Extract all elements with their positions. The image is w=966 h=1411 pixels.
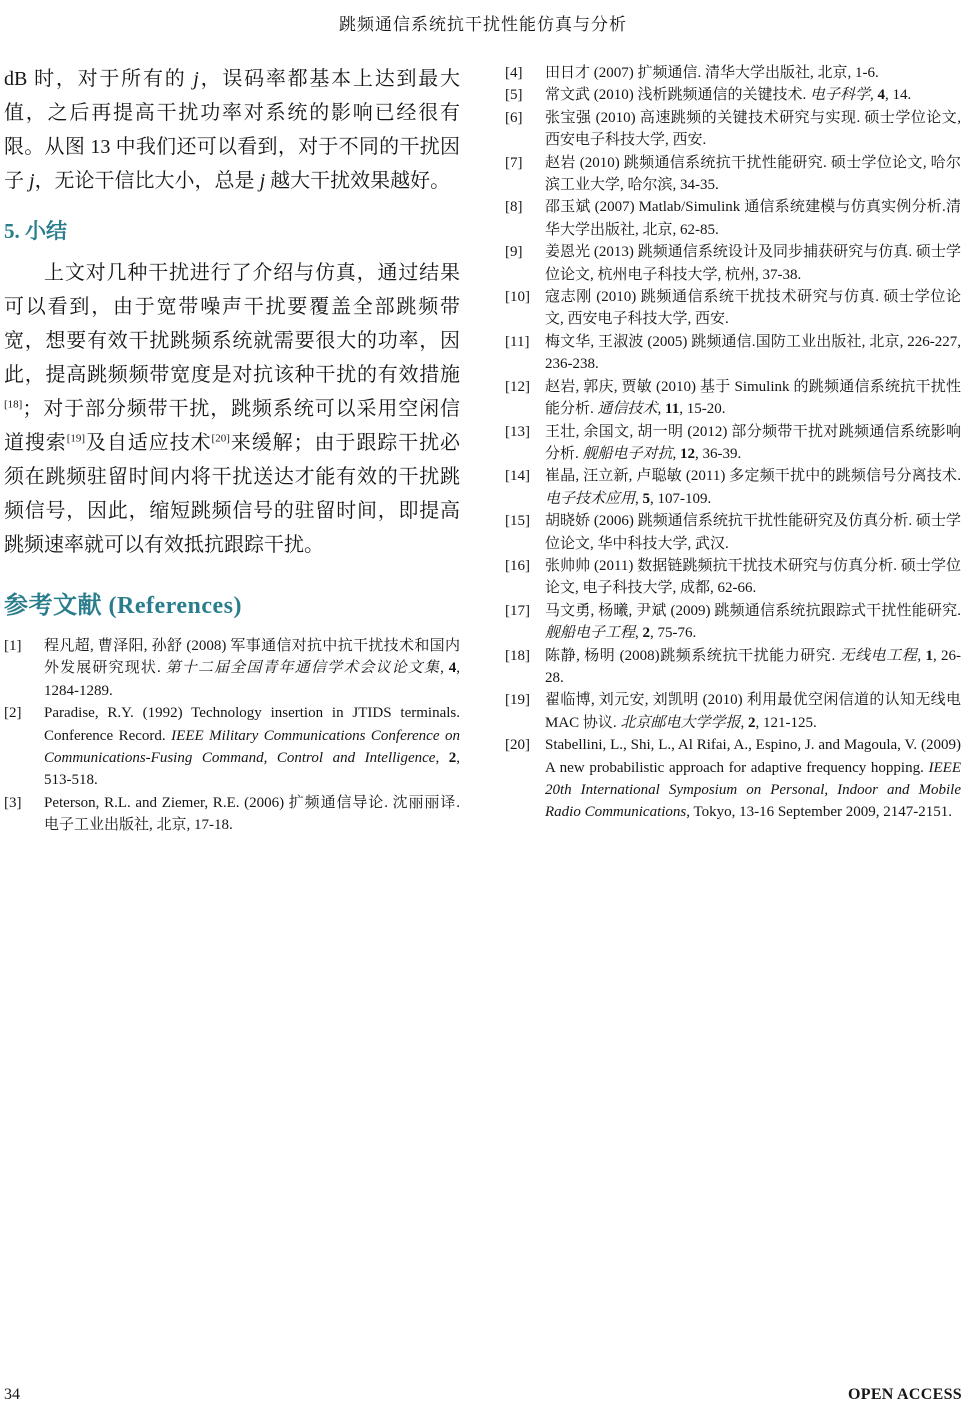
reference-text: 赵岩 (2010) 跳频通信系统抗干扰性能研究. 硕士学位论文, 哈尔滨工业大学, 哈尔滨, 34-35.: [545, 154, 961, 194]
reference-label: [2]: [4, 705, 22, 722]
reference-text: 张宝强 (2010) 高速跳频的关键技术研究与实现. 硕士学位论文, 西安电子科技大学, 西安.: [545, 109, 961, 149]
reference-label: [6]: [505, 109, 523, 126]
reference-label: [20]: [505, 737, 530, 754]
reference-item: [505, 510, 961, 555]
reference-item: [505, 421, 961, 466]
reference-item: [505, 152, 961, 197]
reference-label: [13]: [505, 423, 530, 440]
references-list-right: [505, 62, 961, 824]
reference-text: 张帅帅 (2011) 数据链跳频抗干扰技术研究与仿真分析. 硕士学位论文, 电子科技大学, 成都, 62-66.: [545, 557, 961, 597]
reference-text: 马文勇, 杨曦, 尹斌 (2009) 跳频通信系统抗跟踪式干扰性能研究. 舰船电子工程, 2, 75-76.: [545, 602, 961, 642]
reference-text: 王壮, 余国文, 胡一明 (2012) 部分频带干扰对跳频通信系统影响分析. 舰船电子对抗, 12, 36-39.: [545, 423, 961, 462]
reference-label: [15]: [505, 513, 530, 530]
reference-text: 田日才 (2007) 扩频通信. 清华大学出版社, 北京, 1-6.: [545, 65, 879, 81]
reference-item: [4, 702, 460, 792]
reference-item: [4, 792, 460, 837]
reference-item: [505, 645, 961, 690]
paper-title: 跳频通信系统抗干扰性能仿真与分析: [339, 15, 627, 34]
reference-text: Stabellini, L., Shi, L., Al Rifai, A., Espino, J. and Magoula, V. (2009) A new probabilistic approach for adaptive frequency hopping. IEEE 20th International Symposium on Personal, Indoor and Mobile Radio Communications, Tokyo, 13-16 September 2009, 2147-2151.: [545, 737, 961, 821]
reference-label: [7]: [505, 154, 523, 171]
reference-item: [505, 196, 961, 241]
reference-label: [14]: [505, 468, 530, 485]
reference-item: [505, 376, 961, 421]
right-column: [505, 62, 961, 837]
reference-item: [505, 331, 961, 376]
reference-item: [505, 734, 961, 824]
reference-label: [12]: [505, 378, 530, 395]
open-access-label: OPEN ACCESS: [848, 1386, 962, 1403]
reference-text: 常文武 (2010) 浅析跳频通信的关键技术. 电子科学, 4, 14.: [545, 87, 912, 104]
reference-label: [5]: [505, 87, 523, 104]
reference-item: [505, 84, 961, 106]
reference-label: [10]: [505, 289, 530, 306]
reference-text: 程凡超, 曹泽阳, 孙舒 (2008) 军事通信对抗中抗干扰技术和国内外发展研究现状. 第十二届全国青年通信学术会议论文集, 4, 1284-1289.: [44, 638, 460, 699]
reference-label: [17]: [505, 602, 530, 619]
reference-text: 胡晓娇 (2006) 跳频通信系统抗干扰性能研究及仿真分析. 硕士学位论文, 华中科技大学, 武汉.: [545, 513, 961, 552]
reference-label: [4]: [505, 65, 523, 81]
section-heading-conclusion: 5. 小结: [4, 219, 67, 243]
reference-text: 邵玉斌 (2007) Matlab/Simulink 通信系统建模与仿真实例分析.清华大学出版社, 北京, 62-85.: [545, 199, 961, 238]
reference-item: [505, 555, 961, 600]
reference-item: [4, 635, 460, 702]
reference-item: [505, 107, 961, 152]
reference-item: [505, 465, 961, 510]
reference-item: [505, 62, 961, 84]
conclusion-paragraph: 上文对几种干扰进行了介绍与仿真，通过结果可以看到，由于宽带噪声干扰要覆盖全部跳频带宽，想要有效干扰跳频系统就需要很大的功率，因此，提高跳频频带宽度是对抗该种干扰的有效措施[18]；对于部分频带干扰，跳频系统可以采用空闲信道搜索[19]及自适应技术[20]来缓解；由于跟踪干扰必须在跳频驻留时间内将干扰送达才能有效的干扰跳频信号，因此，缩短跳频信号的驻留时间，即提高跳频速率就可以有效抵抗跟踪干扰。: [4, 262, 461, 556]
reference-text: 崔晶, 汪立新, 卢聪敏 (2011) 多定频干扰中的跳频信号分离技术. 电子技术应用, 5, 107-109.: [545, 468, 961, 507]
reference-label: [16]: [505, 557, 530, 574]
reference-text: Peterson, R.L. and Ziemer, R.E. (2006) 扩频通信导论. 沈丽丽译. 电子工业出版社, 北京, 17-18.: [44, 794, 460, 834]
reference-text: 陈静, 杨明 (2008)跳频系统抗干扰能力研究. 无线电工程, 1, 26-28.: [545, 647, 961, 686]
two-column-layout: [4, 62, 962, 837]
reference-text: 翟临博, 刘元安, 刘凯明 (2010) 利用最优空闲信道的认知无线电 MAC 协议. 北京邮电大学学报, 2, 121-125.: [545, 692, 961, 731]
reference-label: [1]: [4, 638, 22, 654]
reference-item: [505, 286, 961, 331]
reference-label: [3]: [4, 794, 22, 811]
reference-text: 姜恩光 (2013) 跳频通信系统设计及同步捕获研究与仿真. 硕士学位论文, 杭州电子科技大学, 杭州, 37-38.: [545, 244, 961, 283]
references-list-left: [4, 635, 460, 837]
page-footer: [4, 1386, 962, 1404]
reference-label: [18]: [505, 647, 530, 664]
reference-text: Paradise, R.Y. (1992) Technology insertion in JTIDS terminals. Conference Record. IEEE Military Communications Conference on Communications-Fusing Command, Control and Intelligence, 2, 513-518.: [44, 705, 461, 789]
reference-text: 赵岩, 郭庆, 贾敏 (2010) 基于 Simulink 的跳频通信系统抗干扰性能分析. 通信技术, 11, 15-20.: [545, 378, 961, 418]
reference-label: [9]: [505, 244, 523, 261]
reference-item: [505, 600, 961, 645]
reference-text: 寇志刚 (2010) 跳频通信系统干扰技术研究与仿真. 硕士学位论文, 西安电子科技大学, 西安.: [545, 289, 961, 328]
reference-item: [505, 241, 961, 286]
body-paragraph-continuation: dB 时，对于所有的 j，误码率都基本上达到最大值，之后再提高干扰功率对系统的影响已经很有限。从图 13 中我们还可以看到，对于不同的干扰因子 j，无论干信比大小，总是 j 越大干扰效果越好。: [4, 68, 461, 192]
reference-text: 梅文华, 王淑波 (2005) 跳频通信.国防工业出版社, 北京, 226-227, 236-238.: [545, 333, 961, 373]
references-heading: 参考文献 (References): [4, 593, 242, 619]
reference-label: [8]: [505, 199, 523, 216]
reference-label: [11]: [505, 333, 530, 350]
left-column: [4, 62, 460, 837]
reference-label: [19]: [505, 692, 530, 709]
reference-item: [505, 689, 961, 734]
page-number: 34: [4, 1386, 20, 1403]
